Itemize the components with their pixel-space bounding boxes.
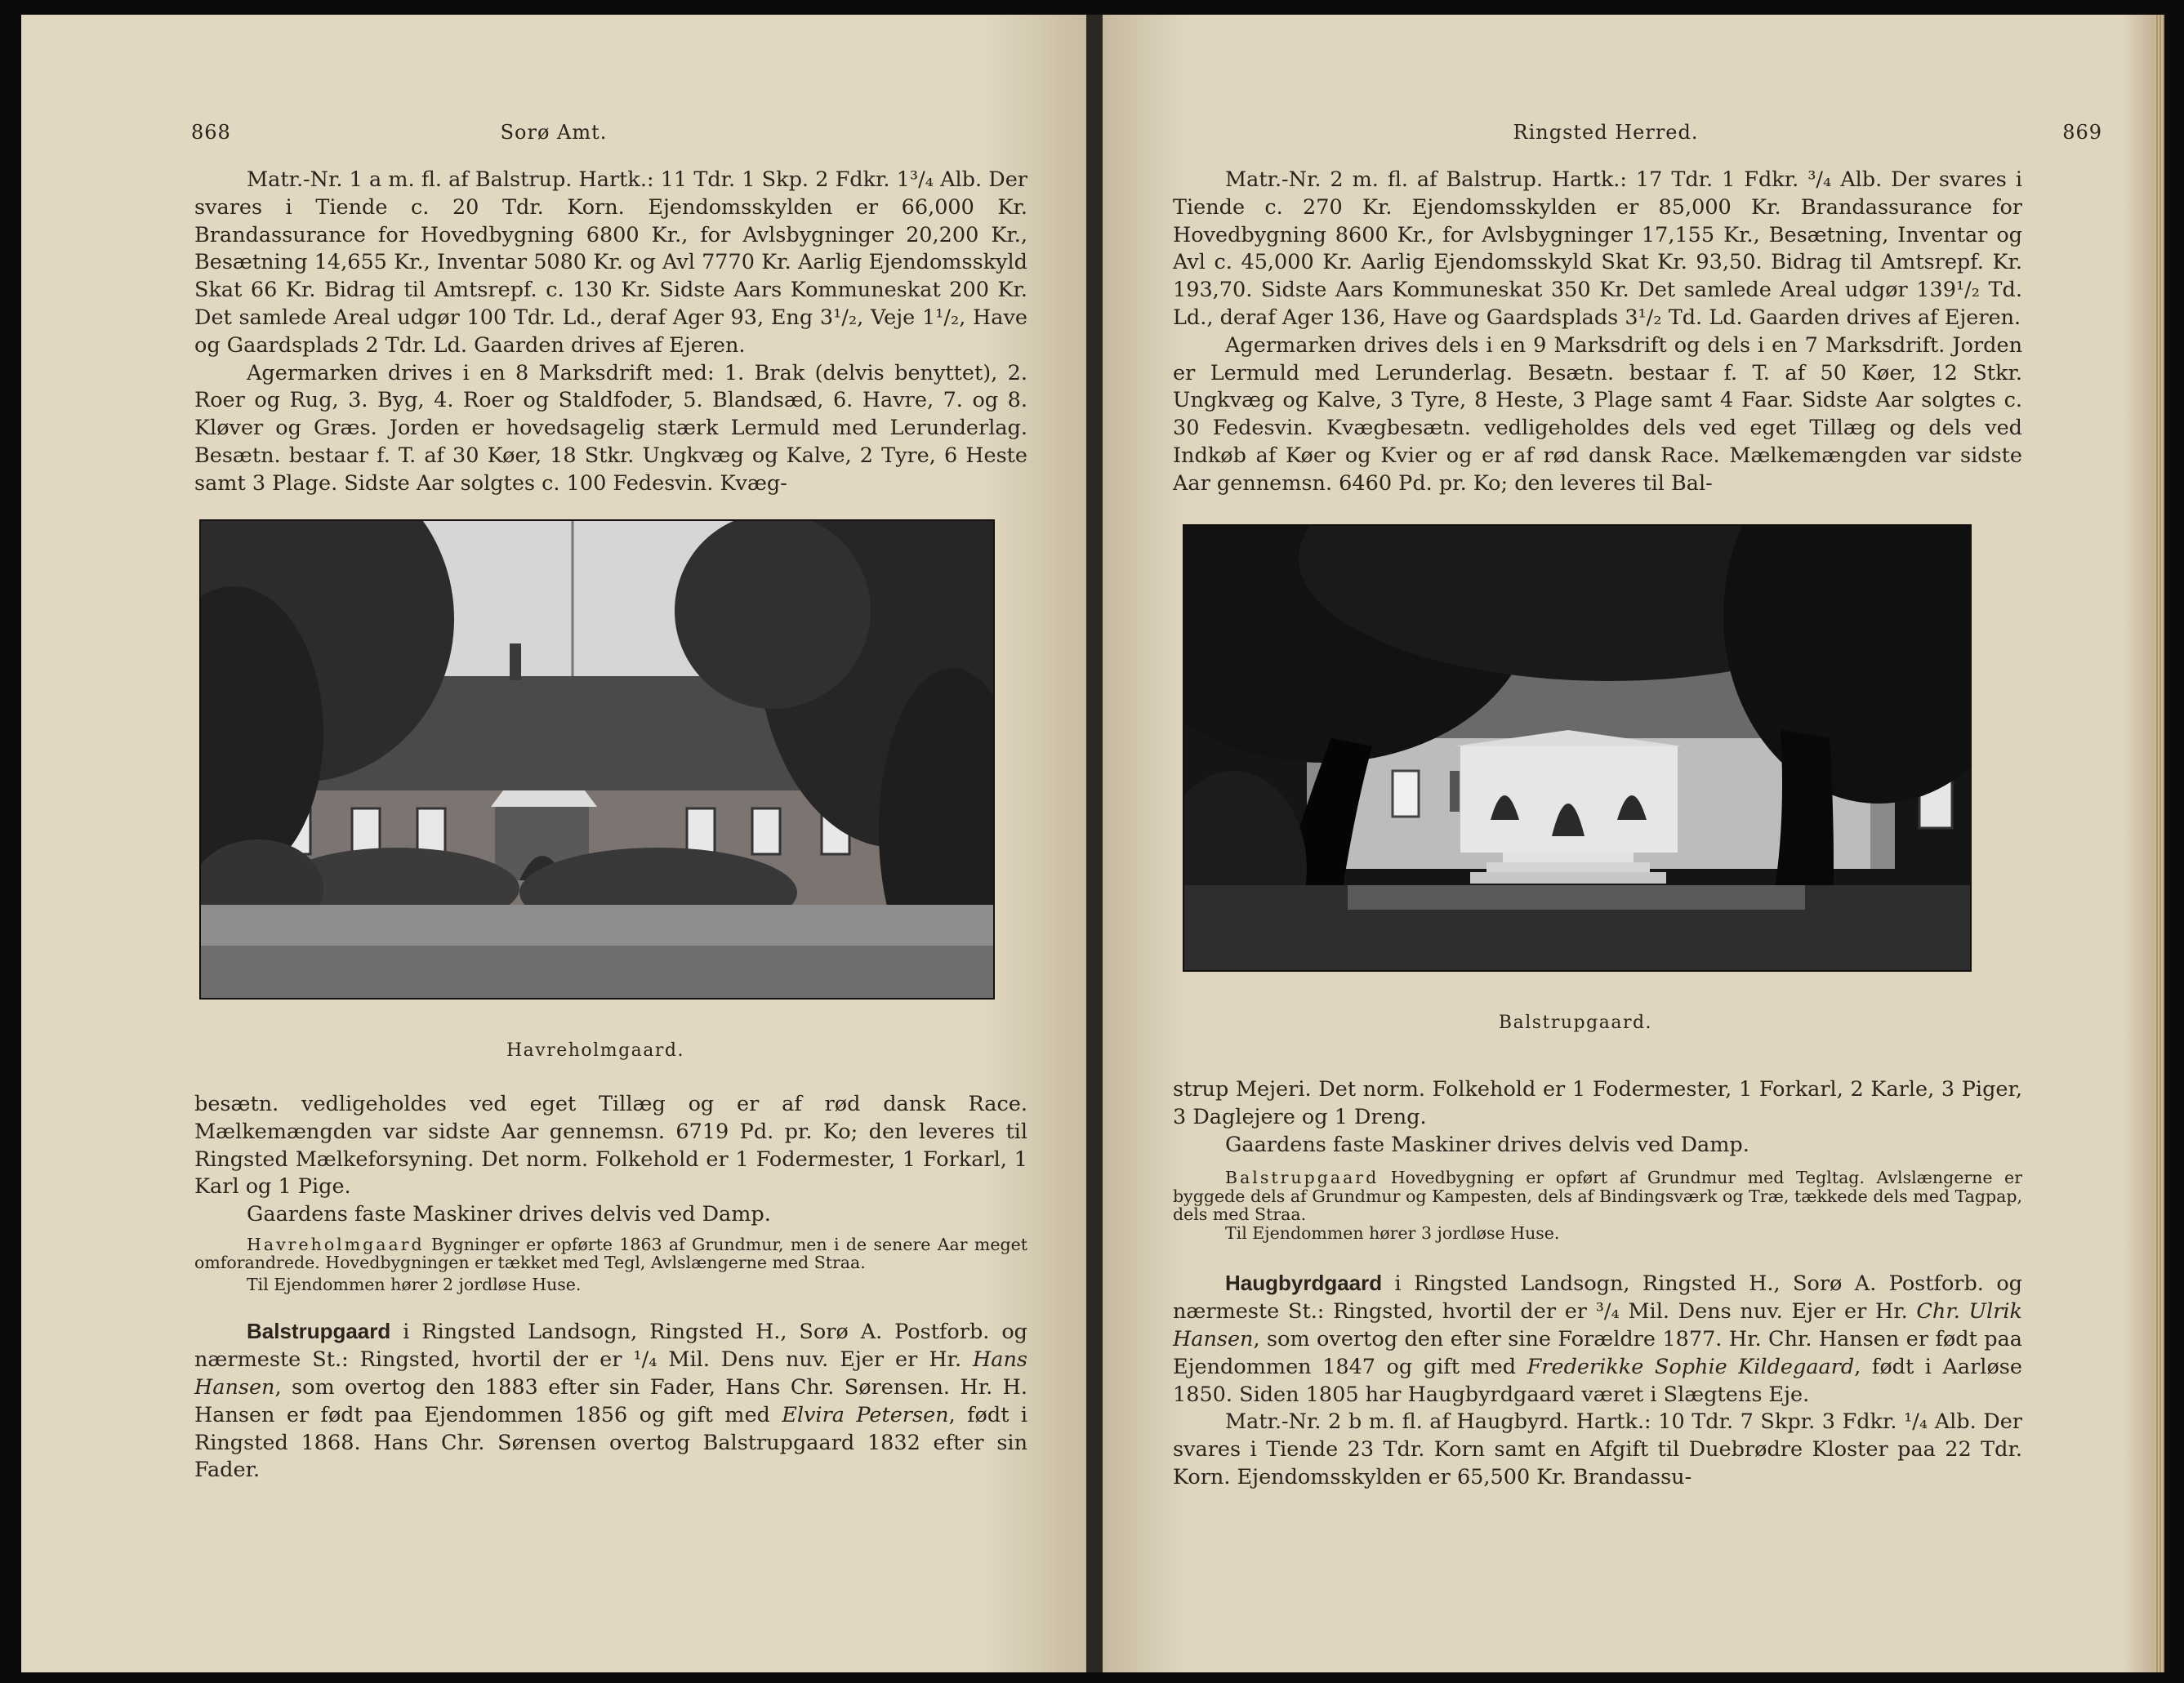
entry-haugbyrdgaard <box>1173 1270 2022 1409</box>
entry-balstrupgaard <box>194 1318 1027 1485</box>
photo-balstrupgaard <box>1183 524 1972 972</box>
entry-text-3: , født i Ringsted 1868. Hans Chr. Sørensen overtog Balstrupgaard 1832 efter sin Fader. <box>194 1402 1027 1483</box>
entry-spouse-name-right: Frederikke Sophie Kildegaard <box>1527 1354 1855 1379</box>
paragraph-strup-mejeri: strup Mejeri. Det norm. Folkehold er 1 Fodermester, 1 Forkarl, 2 Karle, 3 Piger, 3 Daglejere og 1 Dreng. <box>1173 1077 2022 1129</box>
paragraph-agermarken-right: Agermarken drives dels i en 9 Marksdrift og dels i en 7 Marksdrift. Jorden er Lermuld med Lerunderlag. Besætn. bestaar f. T. af 50 Køer, 12 Stkr. Ungkvæg og Kalve, 3 Tyre, 8 Heste, 3 Plage samt 4 Faar. Sidste Aar solgtes c. 30 Fedesvin. Kvægbesætn. vedligeholdes dels ved eget Tillæg og dels ved Indkøb af Køer og Kvier og er af rød dansk Race. Mælkemængden var sidste Aar gennemsn. 6460 Pd. pr. Ko; den leveres til Bal- <box>1173 332 2022 496</box>
right-text-bottom <box>1173 1076 2022 1492</box>
paragraph-besaetn: besætn. vedligeholdes ved eget Tillæg og er af rød dansk Race. Mælkemængden var sidste Aar gennemsn. 6719 Pd. pr. Ko; den leveres til Ringsted Mælkeforsyning. Det norm. Folkehold er 1 Fodermester, 1 Forkarl, 1 Karl og 1 Pige. <box>194 1092 1027 1200</box>
page-number-right: 869 <box>2062 121 2102 144</box>
entry-text-r2: , som overtog den efter sine Forældre 1877. Hr. Chr. Hansen er født paa Ejendommen 1847 og gift med <box>1173 1326 2022 1379</box>
paragraph-maskiner-left: Gaardens faste Maskiner drives delvis ved Damp. <box>247 1202 771 1227</box>
entry-spouse-name: Elvira Petersen <box>782 1402 949 1427</box>
note-jordlose-huse-left: Til Ejendommen hører 2 jordløse Huse. <box>247 1274 582 1294</box>
entry-text-r3: , født i Aarløse 1850. Siden 1805 har Haugbyrdgaard været i Slægtens Eje. <box>1173 1354 2022 1407</box>
entry-owner-name-right: Chr. Ulrik Hansen <box>1173 1299 2023 1351</box>
note-balstrupgaard <box>1173 1169 2022 1242</box>
note-jordlose-huse-right: Til Ejendommen hører 3 jordløse Huse. <box>1225 1222 1560 1243</box>
note-text-havreholmgaard: Bygninger er opførte 1863 af Grundmur, men i de senere Aar meget omforandrede. Hovedbygningen er tækket med Tegl, Avlslængerne med Straa. <box>194 1234 1027 1273</box>
photo-havreholmgaard <box>199 519 995 1000</box>
paragraph-maskiner-right: Gaardens faste Maskiner drives delvis ved Damp. <box>1225 1132 1749 1157</box>
left-text-bottom <box>194 1091 1027 1485</box>
photo-caption-havreholmgaard: Havreholmgaard. <box>506 1040 684 1061</box>
entry-title-haugbyrdgaard: Haugbyrdgaard <box>1225 1271 1383 1296</box>
left-text-top <box>194 167 1027 498</box>
entry-text-1: i Ringsted Landsogn, Ringsted H., Sorø A. Postforb. og nærmeste St.: Ringsted, hvortil der er ¹/₄ Mil. Dens nuv. Ejer er Hr. <box>194 1320 1027 1373</box>
entry-text-r1: i Ringsted Landsogn, Ringsted H., Sorø A. Postforb. og nærmeste St.: Ringsted, hvortil der er ³/₄ Mil. Dens nuv. Ejer er Hr. <box>1173 1271 2022 1325</box>
right-page <box>1103 15 2164 1672</box>
page-edge <box>2155 15 2164 1672</box>
note-havreholmgaard <box>194 1236 1027 1294</box>
paragraph-matr-haugbyrd: Matr.-Nr. 2 b m. fl. af Haugbyrd. Hartk.: 10 Tdr. 7 Skpr. 3 Fdkr. ¹/₄ Alb. Der svares i Tiende 23 Tdr. Korn samt en Afgift til Duebrødre Kloster paa 22 Tdr. Korn. Ejendomsskylden er 65,500 Kr. Brandassu- <box>1173 1409 2022 1489</box>
photo-caption-balstrupgaard: Balstrupgaard. <box>1498 1013 1653 1033</box>
left-page <box>21 15 1086 1672</box>
running-head-left: Sorø Amt. <box>500 121 608 144</box>
page-number-left: 868 <box>191 121 231 144</box>
entry-owner-name: Hans Hansen <box>194 1347 1027 1400</box>
paragraph-matr-right: Matr.-Nr. 2 m. fl. af Balstrup. Hartk.: 17 Tdr. 1 Fdkr. ³/₄ Alb. Der svares i Tiende c. 270 Kr. Ejendomsskylden er 85,000 Kr. Brandassurance for Hovedbygning 8600 Kr., for Avlsbygninger 17,155 Kr., Besætning, Inventar og Avl c. 45,000 Kr. Aarlig Ejendomsskyld Skat Kr. 93,50. Bidrag til Amtsrepf. Kr. 193,70. Sidste Aars Kommuneskat 350 Kr. Det samlede Areal udgør 139¹/₂ Td. Ld., deraf Ager 136, Have og Gaardsplads 3¹/₂ Td. Ld. Gaarden drives af Ejeren. <box>1173 167 2022 330</box>
paragraph-matr: Matr.-Nr. 1 a m. fl. af Balstrup. Hartk.: 11 Tdr. 1 Skp. 2 Fdkr. 1³/₄ Alb. Der svares i Tiende c. 20 Tdr. Korn. Ejendomsskylden er 66,000 Kr. Brandassurance for Hovedbygning 6800 Kr., for Avlsbygninger 20,200 Kr., Besætning 14,655 Kr., Inventar 5080 Kr. og Avl 7770 Kr. Aarlig Ejendomsskyld Skat 66 Kr. Bidrag til Amtsrepf. c. 130 Kr. Sidste Aars Kommuneskat 200 Kr. Det samlede Areal udgør 100 Tdr. Ld., deraf Ager 93, Eng 3¹/₂, Veje 1¹/₂, Have og Gaardsplads 2 Tdr. Ld. Gaarden drives af Ejeren. <box>194 167 1027 358</box>
paragraph-agermarken: Agermarken drives i en 8 Marksdrift med: 1. Brak (delvis benyttet), 2. Roer og Rug, 3. Byg, 4. Roer og Staldfoder, 5. Blandsæd, 6. Havre, 7. og 8. Kløver og Græs. Jorden er hovedsagelig stærk Lermuld med Lerunderlag. Besætn. bestaar f. T. af 30 Køer, 18 Stkr. Ungkvæg og Kalve, 2 Tyre, 6 Heste samt 3 Plage. Sidste Aar solgtes c. 100 Fedesvin. Kvæg- <box>194 360 1027 496</box>
note-name-balstrupgaard: Balstrupgaard <box>1225 1168 1379 1188</box>
right-text-top <box>1173 167 2022 498</box>
running-head-right: Ringsted Herred. <box>1513 121 1699 144</box>
note-text-balstrupgaard: Hovedbygning er opført af Grundmur med Tegltag. Avlslængerne er byggede dels af Grundmur og Kampesten, dels af Bindingsværk og Træ, tækkede dels med Tagpap, dels med Straa. <box>1173 1168 2022 1225</box>
entry-text-2: , som overtog den 1883 efter sin Fader, Hans Chr. Sørensen. Hr. H. Hansen er født paa Ejendommen 1856 og gift med <box>194 1375 1027 1427</box>
book-gutter <box>1086 15 1103 1672</box>
note-name-havreholmgaard: Havreholmgaard <box>247 1234 425 1254</box>
entry-title-balstrupgaard: Balstrupgaard <box>247 1319 391 1344</box>
